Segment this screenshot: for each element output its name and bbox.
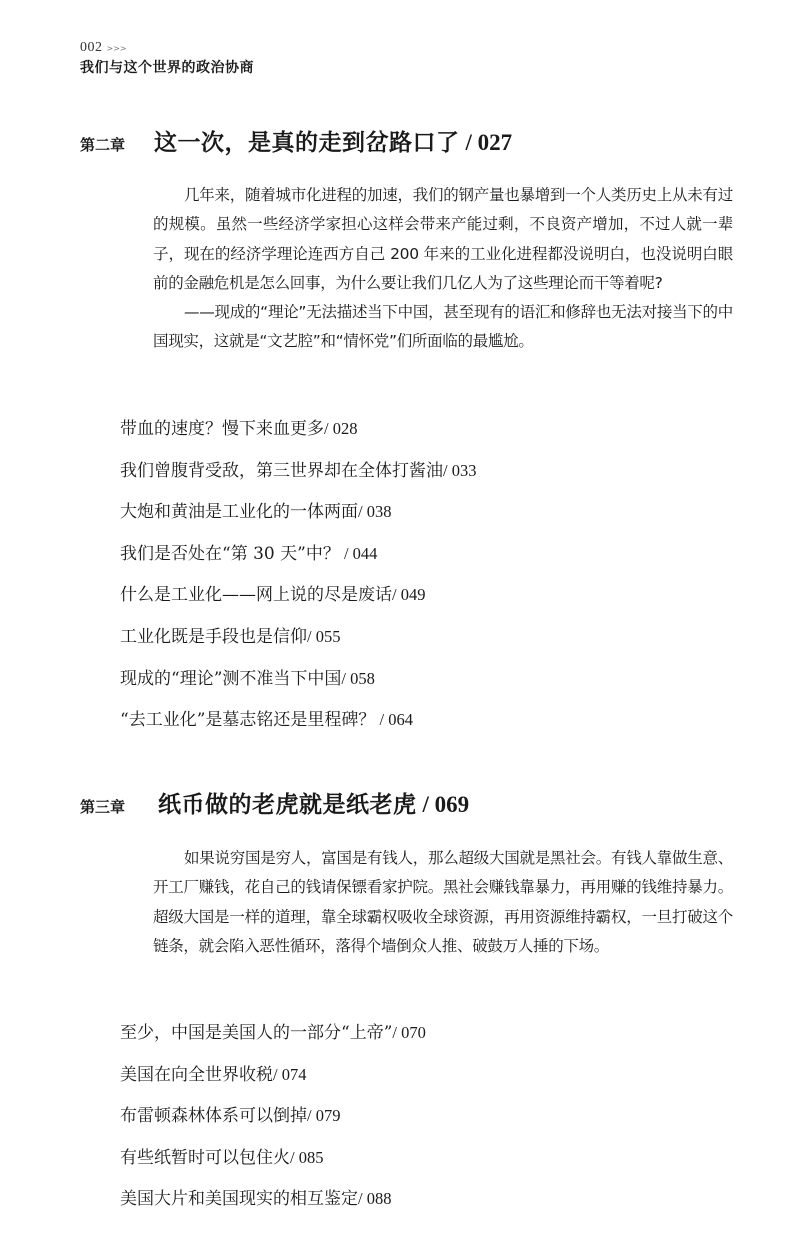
chapter-heading[interactable]: [80, 124, 512, 157]
page-number: 002: [80, 40, 103, 55]
chapter-page-number: / 027: [465, 130, 513, 155]
toc-entry-page: / 028: [324, 419, 358, 438]
toc-entry[interactable]: [120, 1143, 426, 1185]
toc-entry[interactable]: [120, 705, 476, 747]
toc-list: [120, 1018, 426, 1226]
toc-entry-page: / 058: [341, 668, 375, 688]
toc-entry-title: 大炮和黄油是工业化的一体两面: [120, 502, 358, 523]
page-arrows: >>>: [106, 44, 127, 53]
toc-entry-title: 美国大片和美国现实的相互鉴定: [120, 1189, 358, 1210]
chapter-title: 这一次，是真的走到岔路口了: [154, 130, 460, 156]
toc-entry[interactable]: [120, 1060, 426, 1102]
toc-entry-page: / 088: [358, 1189, 392, 1209]
toc-entry-page: / 055: [307, 626, 341, 646]
chapter-intro: [153, 844, 733, 961]
toc-entry[interactable]: [120, 497, 476, 539]
toc-entry[interactable]: [120, 456, 476, 498]
chapter-label: 第二章: [80, 136, 126, 154]
toc-entry-title: 美国在向全世界收税: [120, 1064, 273, 1085]
toc-entry-title: 我们是否处在“第 30 天”中？: [120, 543, 340, 564]
toc-entry[interactable]: [120, 539, 476, 581]
toc-entry-title: 工业化既是手段也是信仰: [120, 626, 307, 647]
toc-entry-title: 现成的“理论”测不准当下中国: [120, 668, 342, 689]
chapter-label: 第三章: [80, 798, 126, 816]
toc-entry-title: 什么是工业化——网上说的尽是废话: [120, 585, 392, 606]
chapter-intro: [153, 181, 733, 357]
toc-entry-title: 至少，中国是美国人的一部分“上帝”: [120, 1023, 393, 1043]
toc-entry[interactable]: [120, 664, 476, 706]
toc-entry[interactable]: [120, 622, 476, 664]
intro-paragraph: 几年来，随着城市化进程的加速，我们的钢产量也暴增到一个人类历史上从未有过的规模。虽然一些经济学家担心这样会带来产能过剩，不良资产增加，不过人就一辈子，现在的经济学理论连西方自己 200 年来的工业化进程都没说明白，也没说明白眼前的金融危机是怎么回事，为什么要让我们几亿人为了这些理论而干等着呢?: [153, 186, 733, 292]
toc-entry-page: / 070: [392, 1023, 426, 1042]
toc-entry-page: / 074: [273, 1064, 307, 1084]
running-head: [80, 36, 254, 77]
intro-paragraph: 如果说穷国是穷人，富国是有钱人，那么超级大国就是黑社会。有钱人靠做生意、开工厂赚钱，花自己的钱请保镖看家护院。黑社会赚钱靠暴力，再用赚的钱维持暴力。超级大国是一样的道理，靠全球霸权吸收全球资源，再用资源维持霸权，一旦打破这个链条，就会陷入恶性循环，落得个墙倒众人推、破鼓万人捶的下场。: [153, 849, 733, 955]
toc-entry[interactable]: [120, 580, 476, 622]
toc-entry-page: / 038: [358, 502, 392, 522]
toc-entry-page: / 085: [290, 1147, 324, 1167]
toc-entry-title: 我们曾腹背受敌，第三世界却在全体打酱油: [120, 460, 443, 481]
toc-entry-title: 有些纸暂时可以包住火: [120, 1147, 290, 1168]
toc-entry[interactable]: [120, 1018, 426, 1060]
chapter-title: 纸币做的老虎就是纸老虎: [158, 792, 417, 818]
toc-entry-page: / 033: [443, 460, 477, 480]
toc-entry[interactable]: [120, 1101, 426, 1143]
toc-entry-page: / 049: [392, 585, 426, 605]
chapter-heading[interactable]: [80, 786, 469, 819]
book-title: 我们与这个世界的政治协商: [80, 60, 254, 76]
toc-entry-page: / 079: [307, 1106, 341, 1126]
toc-entry-title: 带血的速度？慢下来血更多: [120, 419, 324, 439]
intro-paragraph: ——现成的“理论”无法描述当下中国，甚至现有的语汇和修辞也无法对接当下的中国现实，这就是“文艺腔”和“情怀党”们所面临的最尴尬。: [153, 303, 733, 351]
toc-entry-page: / 044: [339, 543, 378, 563]
toc-entry-title: 布雷顿森林体系可以倒掉: [120, 1106, 307, 1127]
toc-entry[interactable]: [120, 414, 476, 456]
toc-list: [120, 414, 476, 747]
chapter-page-number: / 069: [422, 792, 470, 817]
toc-entry-title: “去工业化”是墓志铭还是里程碑？: [120, 710, 376, 731]
toc-entry[interactable]: [120, 1184, 426, 1226]
toc-entry-page: / 064: [375, 710, 413, 730]
